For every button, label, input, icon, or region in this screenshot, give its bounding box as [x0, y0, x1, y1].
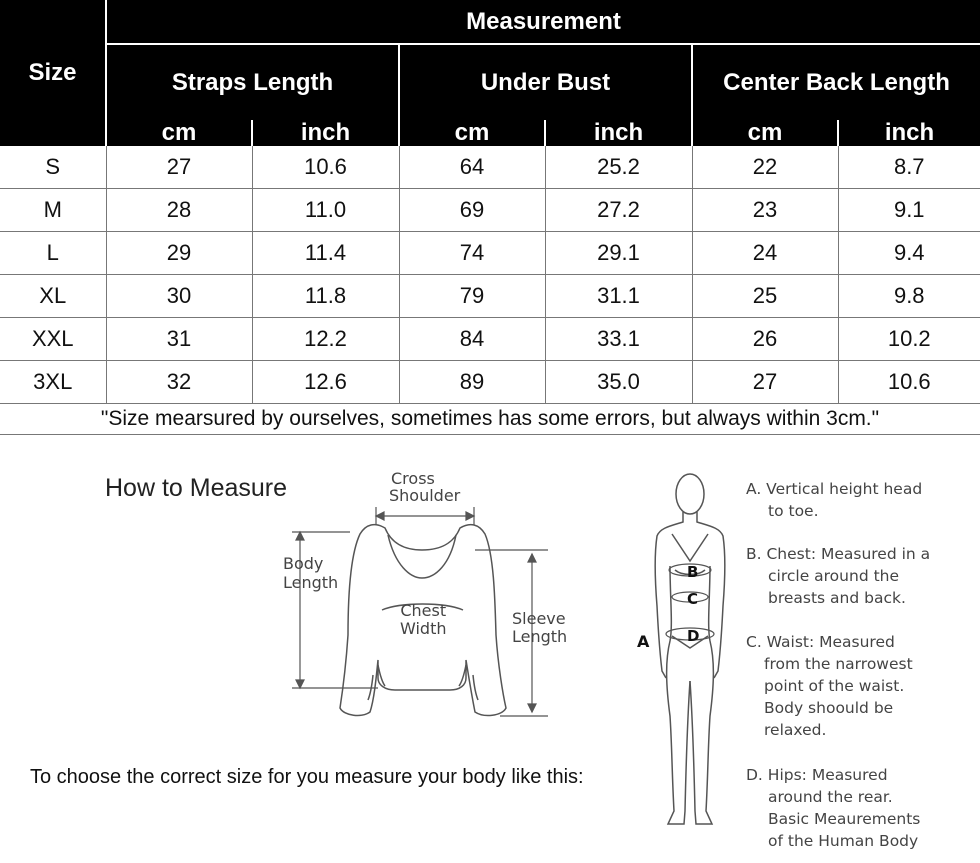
unit-header: inch: [252, 120, 399, 146]
group-header-straps-length: Straps Length: [106, 44, 399, 120]
value-cell: 11.0: [252, 189, 399, 232]
body-length-label: Body Length: [283, 554, 339, 592]
group-header-center-back-length: Center Back Length: [692, 44, 980, 120]
value-cell: 10.2: [838, 318, 980, 361]
value-cell: 64: [399, 146, 545, 189]
value-cell: 27.2: [545, 189, 692, 232]
size-cell: S: [0, 146, 106, 189]
value-cell: 8.7: [838, 146, 980, 189]
value-cell: 12.2: [252, 318, 399, 361]
value-cell: 23: [692, 189, 838, 232]
value-cell: 29: [106, 232, 252, 275]
table-row: [0, 232, 980, 275]
size-cell: XL: [0, 275, 106, 318]
unit-header: inch: [545, 120, 692, 146]
table-row: [0, 318, 980, 361]
value-cell: 25: [692, 275, 838, 318]
value-cell: 12.6: [252, 361, 399, 404]
instruction-d: D. Hips: Measured around the rear. Basic Meaurements of the Human Body: [746, 766, 921, 850]
cross-shoulder-label: Cross Shoulder: [389, 469, 461, 505]
value-cell: 9.4: [838, 232, 980, 275]
group-header-under-bust: Under Bust: [399, 44, 692, 120]
value-cell: 89: [399, 361, 545, 404]
value-cell: 79: [399, 275, 545, 318]
unit-header: cm: [399, 120, 545, 146]
value-cell: 27: [692, 361, 838, 404]
value-cell: 10.6: [838, 361, 980, 404]
value-cell: 84: [399, 318, 545, 361]
table-row: [0, 189, 980, 232]
instruction-a: A. Vertical height head to toe.: [746, 480, 923, 520]
value-cell: 33.1: [545, 318, 692, 361]
chest-width-label: Chest Width: [400, 601, 447, 638]
value-cell: 29.1: [545, 232, 692, 275]
size-cell: L: [0, 232, 106, 275]
value-cell: 24: [692, 232, 838, 275]
size-cell: XXL: [0, 318, 106, 361]
instruction-b: B. Chest: Measured in a circle around the breasts and back.: [746, 545, 931, 607]
unit-header: inch: [838, 120, 980, 146]
value-cell: 30: [106, 275, 252, 318]
choose-size-text: To choose the correct size for you measure your body like this:: [30, 766, 584, 788]
value-cell: 28: [106, 189, 252, 232]
value-cell: 31.1: [545, 275, 692, 318]
value-cell: 9.8: [838, 275, 980, 318]
value-cell: 11.8: [252, 275, 399, 318]
value-cell: 69: [399, 189, 545, 232]
value-cell: 25.2: [545, 146, 692, 189]
value-cell: 35.0: [545, 361, 692, 404]
marker-d: D: [687, 627, 700, 645]
measurement-header: Measurement: [106, 0, 980, 44]
marker-c: C: [687, 590, 699, 608]
value-cell: 9.1: [838, 189, 980, 232]
marker-b: B: [687, 563, 699, 581]
table-row: [0, 146, 980, 189]
instruction-c: C. Waist: Measured from the narrowest point of the waist. Body shoould be relaxed.: [746, 633, 913, 739]
value-cell: 32: [106, 361, 252, 404]
value-cell: 22: [692, 146, 838, 189]
value-cell: 26: [692, 318, 838, 361]
size-cell: M: [0, 189, 106, 232]
value-cell: 11.4: [252, 232, 399, 275]
table-row: [0, 275, 980, 318]
size-cell: 3XL: [0, 361, 106, 404]
value-cell: 10.6: [252, 146, 399, 189]
sleeve-length-label: Sleeve Length: [512, 609, 568, 646]
size-note: "Size mearsured by ourselves, sometimes has some errors, but always within 3cm.": [0, 404, 980, 435]
size-header: Size: [0, 0, 106, 146]
unit-header: cm: [692, 120, 838, 146]
value-cell: 74: [399, 232, 545, 275]
body-figure: [640, 466, 750, 836]
table-row: [0, 361, 980, 404]
unit-header: cm: [106, 120, 252, 146]
value-cell: 27: [106, 146, 252, 189]
marker-a: A: [637, 632, 650, 651]
value-cell: 31: [106, 318, 252, 361]
how-to-measure-title: How to Measure: [105, 474, 288, 502]
